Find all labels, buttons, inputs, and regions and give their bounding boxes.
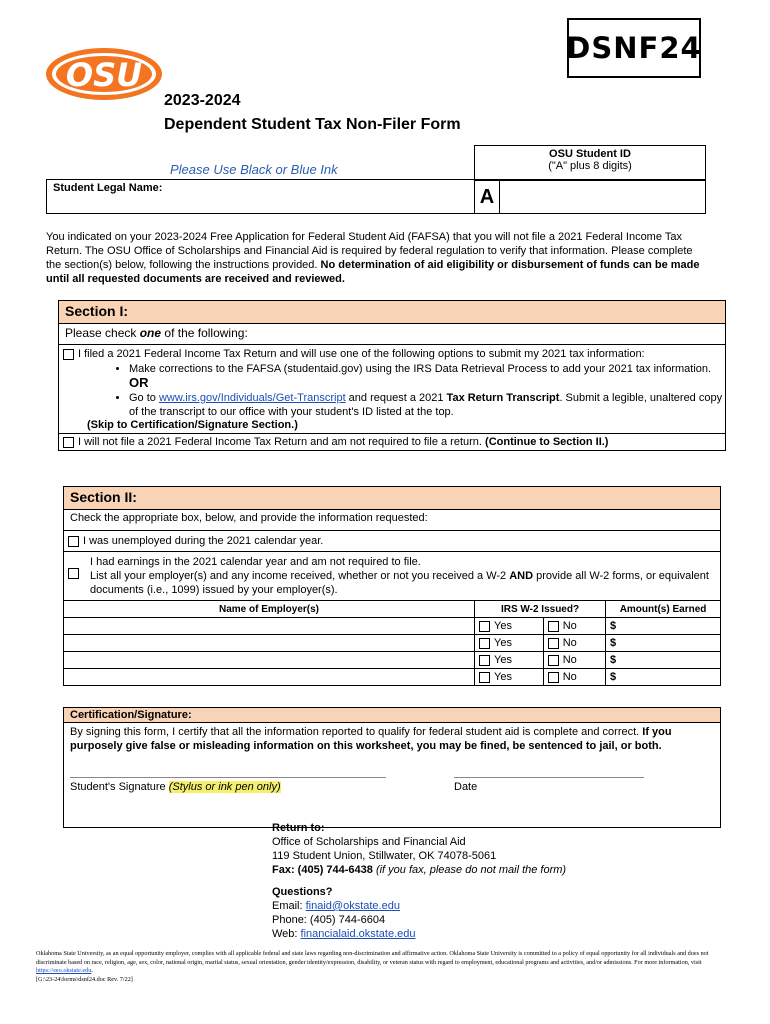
email-line — [272, 899, 566, 913]
intro-text: You indicated on your 2023-2024 Free Application for Federal Student Aid (FAFSA) that you will not file a 2021 Federal Income Tax Return. The OSU Office of Scholarships and Financial Aid is required by federal regulation to verify that information. Please complete the section(s) below, following the instructions provided. — [46, 231, 693, 271]
web-line — [272, 927, 566, 941]
instruction-emphasis: one — [139, 326, 162, 340]
section-one — [58, 300, 726, 451]
bullet-text: . Submit a legible, unaltered copy of the transcript to our office with your student's ID listed at the top. — [129, 392, 723, 418]
bullet-text: Go to — [129, 392, 159, 404]
form-title: Dependent Student Tax Non-Filer Form — [164, 116, 461, 133]
form-year: 2023-2024 — [164, 92, 241, 109]
form-code: DSNF24 — [567, 18, 701, 78]
amount-cell[interactable]: $ — [606, 669, 720, 686]
skip-note: (Skip to Certification/Signature Section.) — [87, 419, 298, 431]
instruction-text: Please check — [65, 326, 140, 340]
certification-title: Certification/Signature: — [64, 708, 720, 723]
bullet-or: OR — [129, 375, 149, 390]
student-id-header — [474, 145, 706, 181]
earnings-detail-end: provide all W-2 forms, or equivalent documents (i.e., 1099) issued by your employer(s). — [90, 570, 709, 596]
option-not-filed-label: I will not file a 2021 Federal Income Tax Return and am not required to file a return. — [78, 436, 486, 448]
employer-cell[interactable] — [64, 618, 475, 635]
date-line[interactable] — [454, 777, 644, 778]
w2-yes-cell[interactable]: Yes — [475, 669, 544, 686]
intro-bold: No determination of aid eligibility or disbursement of funds can be made until all requested documents are received and reviewed. — [46, 259, 700, 285]
w2-no-cell[interactable]: No — [543, 652, 605, 669]
w2-no-cell[interactable]: No — [543, 618, 605, 635]
bullet-bold: Tax Return Transcript — [446, 392, 560, 404]
w2-yes-cell[interactable]: Yes — [475, 618, 544, 635]
signature-hint: (Stylus or ink pen only) — [168, 781, 281, 793]
signature-line[interactable] — [70, 777, 386, 778]
student-id-input[interactable] — [500, 181, 706, 214]
earnings-and: AND — [509, 570, 534, 582]
section-one-option-not-filed — [59, 433, 725, 450]
bullet-text: and request a 2021 — [345, 392, 447, 404]
student-id-prefix: A — [474, 181, 500, 214]
return-heading: Return to: — [272, 822, 325, 834]
footer-path: [G:\23-24\forms\dsnf24.doc Rev. 7/22] — [36, 975, 133, 983]
list-item — [129, 362, 725, 391]
date-label: Date — [454, 781, 478, 793]
employer-cell[interactable] — [64, 635, 475, 652]
signature-area — [64, 755, 720, 827]
section-one-instruction — [59, 324, 725, 345]
fax-number: Fax: (405) 744-6438 — [272, 864, 376, 876]
email-link[interactable]: finaid@okstate.edu — [305, 900, 400, 912]
amount-cell[interactable]: $ — [606, 635, 720, 652]
employer-table — [64, 600, 720, 685]
fax-note: (if you fax, please do not mail the form) — [375, 864, 567, 876]
student-id-title: OSU Student ID — [549, 148, 631, 160]
section-two-title: Section II: — [64, 487, 720, 510]
intro-paragraph — [46, 230, 708, 286]
irs-transcript-link[interactable]: www.irs.gov/Individuals/Get-Transcript — [158, 392, 346, 404]
w2-no-cell[interactable]: No — [543, 635, 605, 652]
earnings-label: I had earnings in the 2021 calendar year and am not required to file. — [90, 556, 421, 568]
web-label: Web: — [272, 928, 301, 940]
amount-cell[interactable]: $ — [606, 618, 720, 635]
option-filed-label: I filed a 2021 Federal Income Tax Return and will use one of the following options to submit my 2021 tax information: — [78, 348, 645, 360]
student-id-subtitle: ("A" plus 8 digits) — [548, 160, 632, 172]
certification-warning: If you purposely give false or misleading information on this worksheet, you may be fined, be sentenced to jail, or both. — [70, 726, 672, 752]
email-label: Email: — [272, 900, 306, 912]
section-two-option-earnings — [64, 552, 720, 600]
earnings-detail-text: List all your employer(s) and any income received, whether or not you received a W-2 — [90, 570, 510, 582]
header-amount: Amount(s) Earned — [606, 601, 720, 618]
table-row — [64, 635, 720, 652]
section-two-option-unemployed — [64, 531, 720, 552]
w2-no-cell[interactable]: No — [543, 669, 605, 686]
signature-caption — [70, 781, 281, 793]
osu-logo — [44, 46, 164, 102]
certification-section — [63, 707, 721, 828]
unemployed-label: I was unemployed during the 2021 calendar year. — [83, 535, 324, 547]
not-filed-checkbox[interactable] — [63, 437, 74, 448]
bullet-text: Make corrections to the FAFSA (studentaid.gov) using the IRS Data Retrieval Process to add your 2021 tax information. — [129, 363, 712, 375]
list-item — [129, 391, 725, 419]
w2-yes-cell[interactable]: Yes — [475, 652, 544, 669]
earnings-checkbox[interactable] — [68, 568, 79, 579]
footer-text: Oklahoma State University, as an equal opportunity employer, complies with all applicable federal and state laws regarding non-discrimination and affirmative action. Oklahoma State University is committed to a policy of equal opportunity for all individuals and does not discriminate based on race, religion, age, sex, color, national origin, marital status, sexual orientation, gender identity/expression, disability, or veteran status with regard to employment, educational programs and activities, and/or admissions. For more information, visit — [36, 950, 709, 966]
ink-note: Please Use Black or Blue Ink — [170, 162, 338, 177]
footer — [36, 950, 730, 984]
phone-line: Phone: (405) 744-6604 — [272, 914, 386, 926]
fax-line — [272, 863, 566, 877]
filed-checkbox[interactable] — [63, 349, 74, 360]
section-two-instruction: Check the appropriate box, below, and provide the information requested: — [64, 510, 720, 531]
unemployed-checkbox[interactable] — [68, 536, 79, 547]
web-link[interactable]: financialaid.okstate.edu — [300, 928, 416, 940]
header-w2: IRS W-2 Issued? — [475, 601, 606, 618]
logo-text: OSU — [65, 56, 143, 94]
table-row — [64, 618, 720, 635]
table-row — [64, 669, 720, 686]
office-address: 119 Student Union, Stillwater, OK 74078-5061 — [272, 850, 497, 862]
section-one-option-filed — [59, 345, 725, 362]
student-name-label: Student Legal Name: — [53, 182, 163, 194]
table-header-row — [64, 601, 720, 618]
continue-note: (Continue to Section II.) — [485, 436, 609, 448]
eeo-link[interactable]: https://eeo.okstate.edu — [36, 967, 92, 974]
w2-yes-cell[interactable]: Yes — [475, 635, 544, 652]
employer-cell[interactable] — [64, 652, 475, 669]
employer-cell[interactable] — [64, 669, 475, 686]
return-info — [272, 821, 566, 941]
certification-text — [64, 723, 720, 755]
header-employer: Name of Employer(s) — [64, 601, 475, 618]
footer-end: . — [91, 967, 93, 974]
table-row — [64, 652, 720, 669]
earnings-detail — [90, 569, 716, 597]
filed-options-list — [59, 362, 725, 419]
instruction-text-end: of the following: — [161, 326, 248, 340]
amount-cell[interactable]: $ — [606, 652, 720, 669]
section-two — [63, 486, 721, 686]
signature-label: Student's Signature — [70, 781, 169, 793]
questions-heading: Questions? — [272, 886, 333, 898]
office-name: Office of Scholarships and Financial Aid — [272, 836, 466, 848]
section-one-title: Section I: — [59, 301, 725, 324]
certification-statement: By signing this form, I certify that all the information reported to qualify for federal student aid is complete and correct. — [70, 726, 643, 738]
